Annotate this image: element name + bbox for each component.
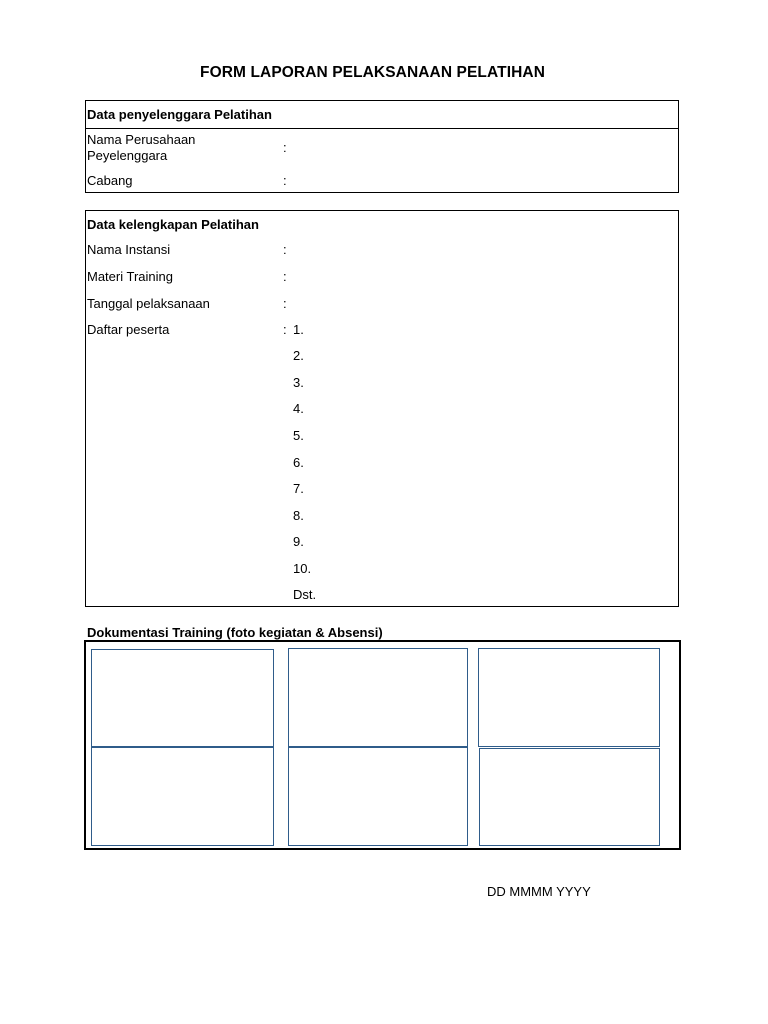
participant-number: 9. (293, 534, 304, 549)
training-section-title: Data kelengkapan Pelatihan (87, 217, 259, 232)
photo-placeholder (91, 747, 274, 846)
form-title: FORM LAPORAN PELAKSANAAN PELATIHAN (200, 64, 545, 81)
participant-number: 1. (293, 322, 304, 337)
participants-colon: : (283, 322, 287, 337)
participant-number: 2. (293, 348, 304, 363)
institution-label: Nama Instansi (87, 242, 171, 257)
photo-placeholder (288, 747, 468, 846)
material-label: Materi Training (87, 269, 173, 284)
company-name-label-line1: Nama Perusahaan (87, 132, 196, 147)
organizer-section-title: Data penyelenggara Pelatihan (87, 107, 272, 122)
date-colon: : (283, 296, 287, 311)
company-name-label-line2: Peyelenggara (87, 148, 168, 163)
participant-number: 5. (293, 428, 304, 443)
participant-number: 3. (293, 375, 304, 390)
participant-number: 4. (293, 401, 304, 416)
material-colon: : (283, 269, 287, 284)
organizer-data-section (85, 100, 679, 193)
participant-number: 8. (293, 508, 304, 523)
training-data-section (85, 210, 679, 607)
documentation-frame (84, 640, 681, 850)
branch-colon: : (283, 173, 287, 188)
photo-placeholder (91, 649, 274, 747)
signature-date: DD MMMM YYYY (487, 884, 591, 899)
photo-placeholder (478, 648, 660, 747)
photo-placeholder (288, 648, 468, 747)
participant-number: 10. (293, 561, 312, 576)
branch-label: Cabang (87, 173, 133, 188)
company-name-colon: : (283, 140, 287, 155)
training-section-header (86, 211, 678, 238)
participant-number-etc: Dst. (293, 587, 317, 602)
documentation-label: Dokumentasi Training (foto kegiatan & Absensi) (87, 625, 383, 640)
participant-number: 7. (293, 481, 304, 496)
participants-label: Daftar peserta (87, 322, 170, 337)
date-label: Tanggal pelaksanaan (87, 296, 210, 311)
participant-number: 6. (293, 455, 304, 470)
institution-colon: : (283, 242, 287, 257)
photo-placeholder (479, 748, 660, 846)
organizer-section-header (86, 101, 678, 129)
